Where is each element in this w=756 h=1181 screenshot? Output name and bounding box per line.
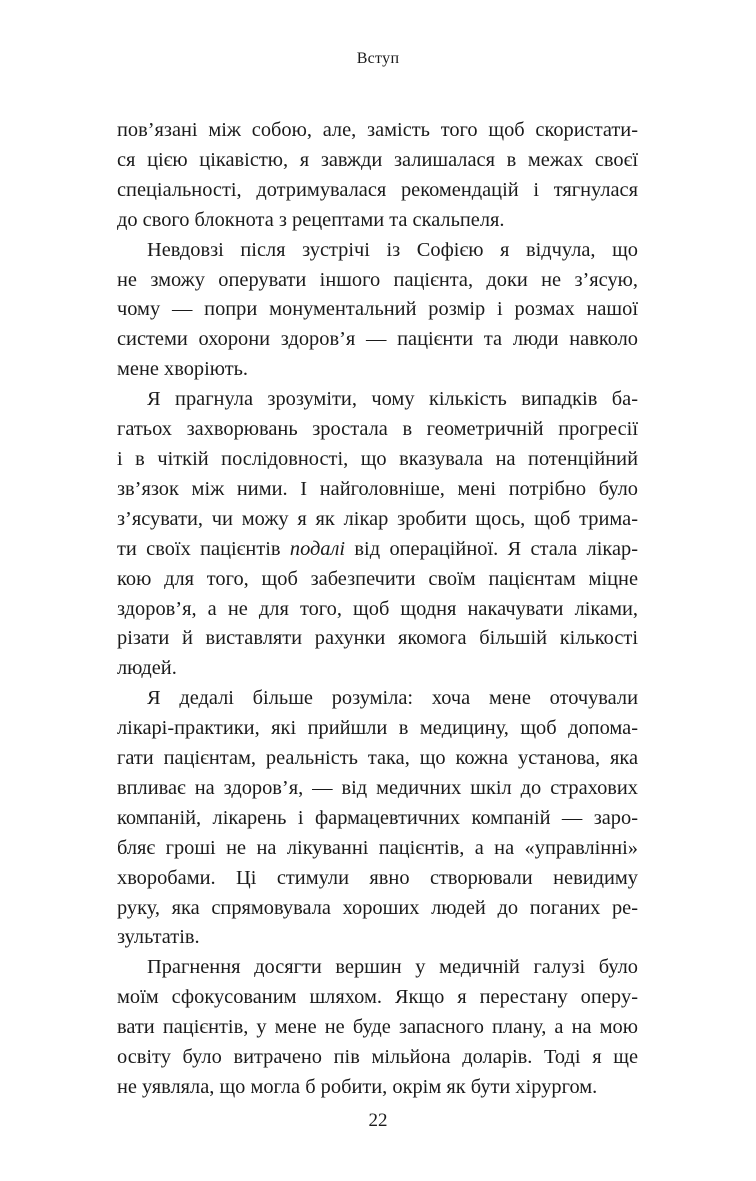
text-line: спеціальності, дотримувалася рекомендацій і тягнулася [117, 178, 638, 201]
text-line: компаній, лікарень і фармацевтичних компаній — заро- [117, 806, 638, 829]
paragraph [117, 684, 638, 953]
paragraph [117, 236, 638, 386]
text-line: моїм сфокусованим шляхом. Якщо я перестану опеpу- [117, 986, 638, 1009]
text-line: мене хворіють. [117, 358, 249, 381]
text-line: Прагнення досягти вершин у медичній галузі було [147, 956, 638, 979]
text-line: чому — попри монументальний розмір і розмах нашої [117, 298, 638, 321]
text-line: Я прагнула зрозуміти, чому кількість випадків ба- [147, 388, 638, 411]
text-line: людей. [117, 657, 177, 680]
text-line: з’ясувати, чи можу я як лікар зробити щось, щоб трима- [117, 507, 638, 530]
text-line: впливає на здоров’я, — від медичних шкіл до страхових [117, 776, 638, 799]
text-line: Я дедалі більше розуміла: хоча мене оточували [147, 687, 638, 710]
running-head-title: Вступ [356, 50, 400, 67]
body-text [117, 116, 638, 1103]
text-line: лікарі-практики, які прийшли в медицину, щоб допома- [117, 717, 638, 740]
text-line: зультатів. [117, 926, 200, 949]
text-line: ся цією цікавістю, я завжди залишалася в межах своєї [117, 148, 638, 171]
text-line: пов’язані між собою, але, замість того щоб скористати- [117, 119, 638, 141]
text-line [117, 535, 638, 565]
paragraph [117, 116, 638, 236]
text-line: гатьох захворювань зростала в геометричній прогресії [117, 418, 638, 441]
text-line: кою для того, щоб забезпечити своїм пацієнтам міцне [117, 567, 638, 590]
text-line: хворобами. Ці стимули явно створювали невидиму [117, 866, 638, 889]
text-line: різати й виставляти рахунки якомога більшій кількості [117, 627, 638, 650]
text-line: і в чіткій послідовності, що вказувала на потенційний [117, 447, 638, 470]
text-line: здоров’я, а не для того, щоб щодня накачувати ліками, [117, 597, 638, 620]
text-line: бляє гроші не на лікуванні пацієнтів, а на «управлінні» [117, 836, 638, 859]
emphasis-text: подалі [289, 537, 346, 560]
paragraph [117, 953, 638, 1103]
text-segment: ти своїх пацієнтів [117, 537, 290, 560]
text-line: не зможу оперувати іншого пацієнта, доки не з’ясую, [117, 268, 638, 291]
text-line: зв’язок між ними. І найголовніше, мені потрібно було [117, 477, 638, 500]
text-line: Невдовзі після зустрічі із Софією я відчула, що [147, 238, 638, 261]
text-line: не уявляла, що могла б робити, окрім як бути хірургом. [117, 1076, 598, 1098]
text-line: гати пацієнтам, реальність така, що кожна установа, яка [117, 747, 638, 770]
text-line: руку, яка спрямовувала хороших людей до поганих ре- [117, 896, 638, 919]
text-line: освіту було витрачено пів мільйона доларів. Тоді я ще [117, 1046, 638, 1069]
text-segment: від операційної. Я стала лікар- [345, 537, 638, 560]
paragraph [117, 385, 638, 684]
text-line: до свого блокнота з рецептами та скальпеля. [117, 208, 505, 231]
text-line: системи охорони здоров’я — пацієнти та люди навколо [117, 328, 638, 351]
text-line: вати пацієнтів, у мене не буде запасного плану, а на мою [117, 1016, 638, 1039]
page-number: 22 [368, 1110, 388, 1131]
